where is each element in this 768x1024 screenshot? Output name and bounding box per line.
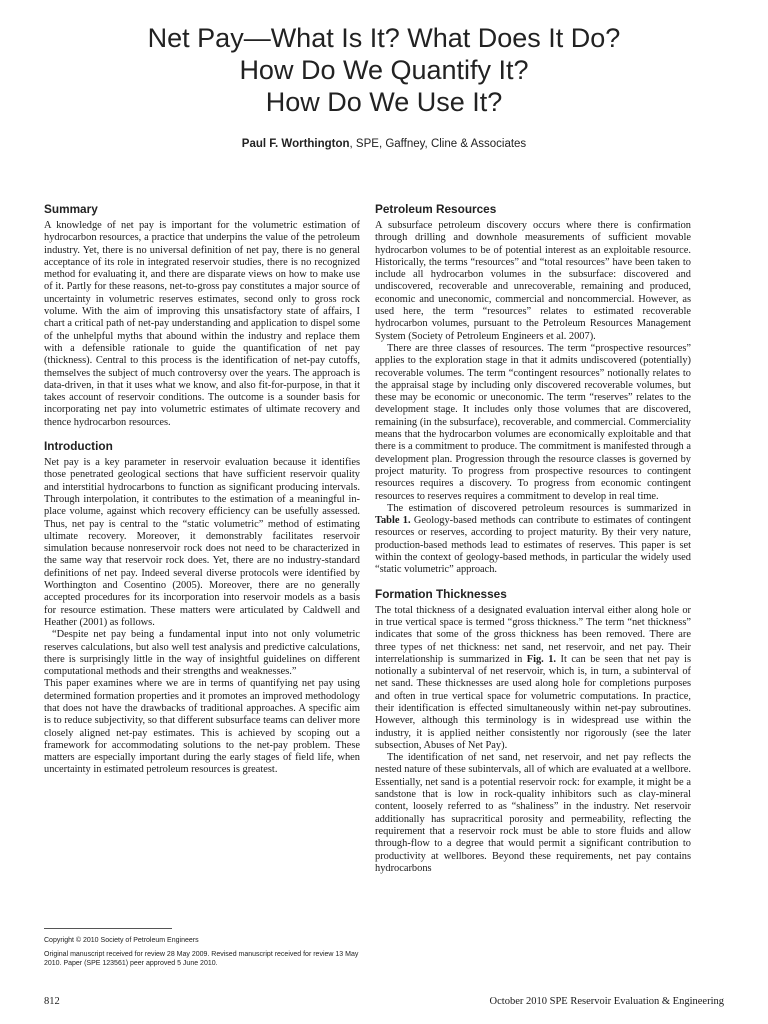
title-line-2: How Do We Quantify It?	[239, 55, 529, 85]
summary-heading: Summary	[44, 202, 98, 216]
manuscript-note: Original manuscript received for review 28 May 2009. Revised manuscript received for review 13 May 2010. Paper (SPE 123561) peer approved 5 June 2010.	[44, 950, 359, 967]
petroleum-resources-paragraph-1: A subsurface petroleum discovery occurs where there is confirmation through drilling and downhole measurements of sufficient movable hydrocarbon volumes to be of potential interest as an exploitable resource. Historically, the terms “resources” and “total resources” have been taken to include all hydrocarbon volumes in the subsurface: discovered and undiscovered, recoverable and unrecoverable, remaining and produced, economic and uneconomic, commercial and noncommercial. However, as used here, the term “resources” relates to estimated recoverable hydrocarbon volumes, pursuant to the Petroleum Resources Management System (Society of Petroleum Engineers et al. 2007).	[375, 220, 691, 342]
paragraph-text: The estimation of discovered petroleum resources is summarized in	[387, 502, 691, 514]
fig-1-reference: Fig. 1.	[526, 653, 557, 665]
formation-thicknesses-paragraph-2: The identification of net sand, net reservoir, and net pay reflects the nested nature of these subintervals, all of which are evaluated at a wellbore. Essentially, net sand is a potential reservoir rock: for example, it might be a sandstone that is low in rock-quality inhibitors such as clay-mineral content, loosely referred to as “shaliness” in the industry. Net reservoir additionally has supracritical porosity and permeability, reflecting the requirement that a reservoir rock must be able to store fluids and allow through-flow to a degree that would permit a significant contribution to productivity at wellbores. Beyond these requirements, net pay contains hydrocarbons	[375, 752, 691, 874]
left-column	[44, 202, 360, 777]
author-name: Paul F. Worthington	[241, 138, 350, 150]
petroleum-resources-heading: Petroleum Resources	[375, 202, 497, 216]
paragraph-text: It can be seen that net pay is notionally a subinterval of net reservoir, which is, in turn, a subinterval of net sand. These thicknesses are used along hole for completions purposes and often in true vertical space for volumetric computations. In practice, their identification is effected simultaneously within net-pay subroutines. However, although this terminology is in widespread use within the industry, it is applied neither consistently nor rigorously (see the later subsection, Abuses of Net Pay).	[375, 653, 691, 751]
introduction-paragraph-1: Net pay is a key parameter in reservoir evaluation because it identifies those penetrated geological sections that have sufficient reservoir quality and interstitial hydrocarbons to function as significant producing intervals. Through interpolation, it contributes to the estimation of a meaningful in-place volume, against which recovery efficiency can be usefully assessed. Thus, net pay is central to the “static volumetric” method of estimating ultimate recovery. Moreover, it demonstrably facilitates reservoir simulation because nonreservoir rock does not need to be characterized in the same way that reservoir rock does. Yet, there are no industry-standard definitions of net pay. Indeed several diverse protocols were identified by Worthington and Cosentino (2005). Moreover, there are no generally accepted procedures for its incorporation into reservoir models as a basis for resource estimation. These matters were articulated by Caldwell and Heather (2001) as follows.	[44, 457, 360, 628]
journal-footer: October 2010 SPE Reservoir Evaluation & Engineering	[489, 996, 724, 1007]
footnotes	[44, 928, 360, 973]
author-line	[40, 138, 728, 150]
introduction-quote: “Despite net pay being a fundamental input into not only volumetric reserves calculations, but also well test analysis and predictive calculations, there is surprisingly little in the way of insightful guidelines on different computational methods and their strengths and weaknesses.”	[44, 629, 360, 678]
copyright-note: Copyright © 2010 Society of Petroleum Engineers	[44, 937, 199, 944]
formation-thicknesses-heading: Formation Thicknesses	[375, 586, 507, 601]
introduction-paragraph-2: This paper examines where we are in terms of quantifying net pay using determined formation properties and it promotes an improved methodology that does not have the drawbacks of traditional approaches. A specific aim is to reduce subjectivity, so that different subsurface teams can deliver more closely aligned net-pay estimates. This is achieved by scoping out a framework for accommodating solutions to the net-pay problem. These matters are especially important during the early stages of field life, when uncertainty in estimated petroleum resources is greatest.	[44, 678, 360, 776]
petroleum-resources-paragraph-2: There are three classes of resources. The term “prospective resources” applies to the exploration stage in that it admits undiscovered (potentially) recoverable volumes. The term “contingent resources” notionally relates to the appraisal stage by including only discovered recoverable volumes, but these may be economic or uneconomic. The term “reserves” relates to the development stage. It includes only those volumes that are discovered, remaining (in the subsurface), recoverable, and commercial. Commerciality means that the hydrocarbon volumes are economically exploitable and that there is a commitment to produce. The commitment is manifested through a development plan. Progression through the resource classes is governed by project maturity. To progress from prospective resources to contingent resources requires a discovery. To progress from economic contingent resources to reserves requires a commitment to develop in real time.	[375, 342, 691, 502]
title-line-3: How Do We Use It?	[265, 87, 503, 117]
page-number: 812	[44, 996, 60, 1007]
formation-thicknesses-paragraph-1	[375, 605, 691, 753]
title-line-1: Net Pay—What Is It? What Does It Do?	[147, 23, 621, 53]
footnote-rule	[44, 928, 172, 929]
introduction-heading: Introduction	[44, 439, 113, 454]
table-1-reference: Table 1.	[375, 515, 411, 527]
petroleum-resources-paragraph-3	[375, 503, 691, 577]
summary-paragraph: A knowledge of net pay is important for the volumetric estimation of hydrocarbon resources, a practice that underpins the value of the petroleum industry. Yet, there is no universal definition of net pay, there is no general acceptance of its role in integrated reservoir studies, there is no recognized method for evaluating it, and there are disparate views on how to make use of it. Partly for these reasons, net-to-gross pay constitutes a major source of uncertainty in volumetric reserves estimates, second only to gross rock volume. With the aim of improving this unsatisfactory state of affairs, I chart a critical path of net-pay understanding and application to dispel some of the unhelpful myths that abound within the industry and replace them with a defensible rationale to guide the quantification of net pay (thickness). Central to this process is the identification of net-pay cutoffs, themselves the subject of much controversy over the years. The approach is data-driven, in that it uses what we know, and also fit-for-purpose, in that it takes account of reservoir conditions. The outcome is a sounder basis for incorporating net pay into volumetric estimates of ultimate recovery and thence hydrocarbon resources.	[44, 220, 360, 428]
right-column	[375, 202, 691, 875]
paragraph-text: The total thickness of a designated evaluation interval either along hole or in true vertical space is termed “gross thickness.” The term “net thickness” indicates that some of the gross thickness has been removed. There are three types of net thickness: net sand, net reservoir, and net pay. Their interrelationship is summarized in	[375, 604, 691, 665]
article-title	[40, 22, 728, 118]
paragraph-text: Geology-based methods can contribute to estimates of contingent resources or reserves, according to project maturity. By their very nature, production-based methods lead to estimates of reserves. This paper is set within the context of geology-based methods, in particular the widely used “static volumetric” approach.	[375, 515, 692, 576]
author-affiliation: , SPE, Gaffney, Cline & Associates	[349, 138, 527, 150]
